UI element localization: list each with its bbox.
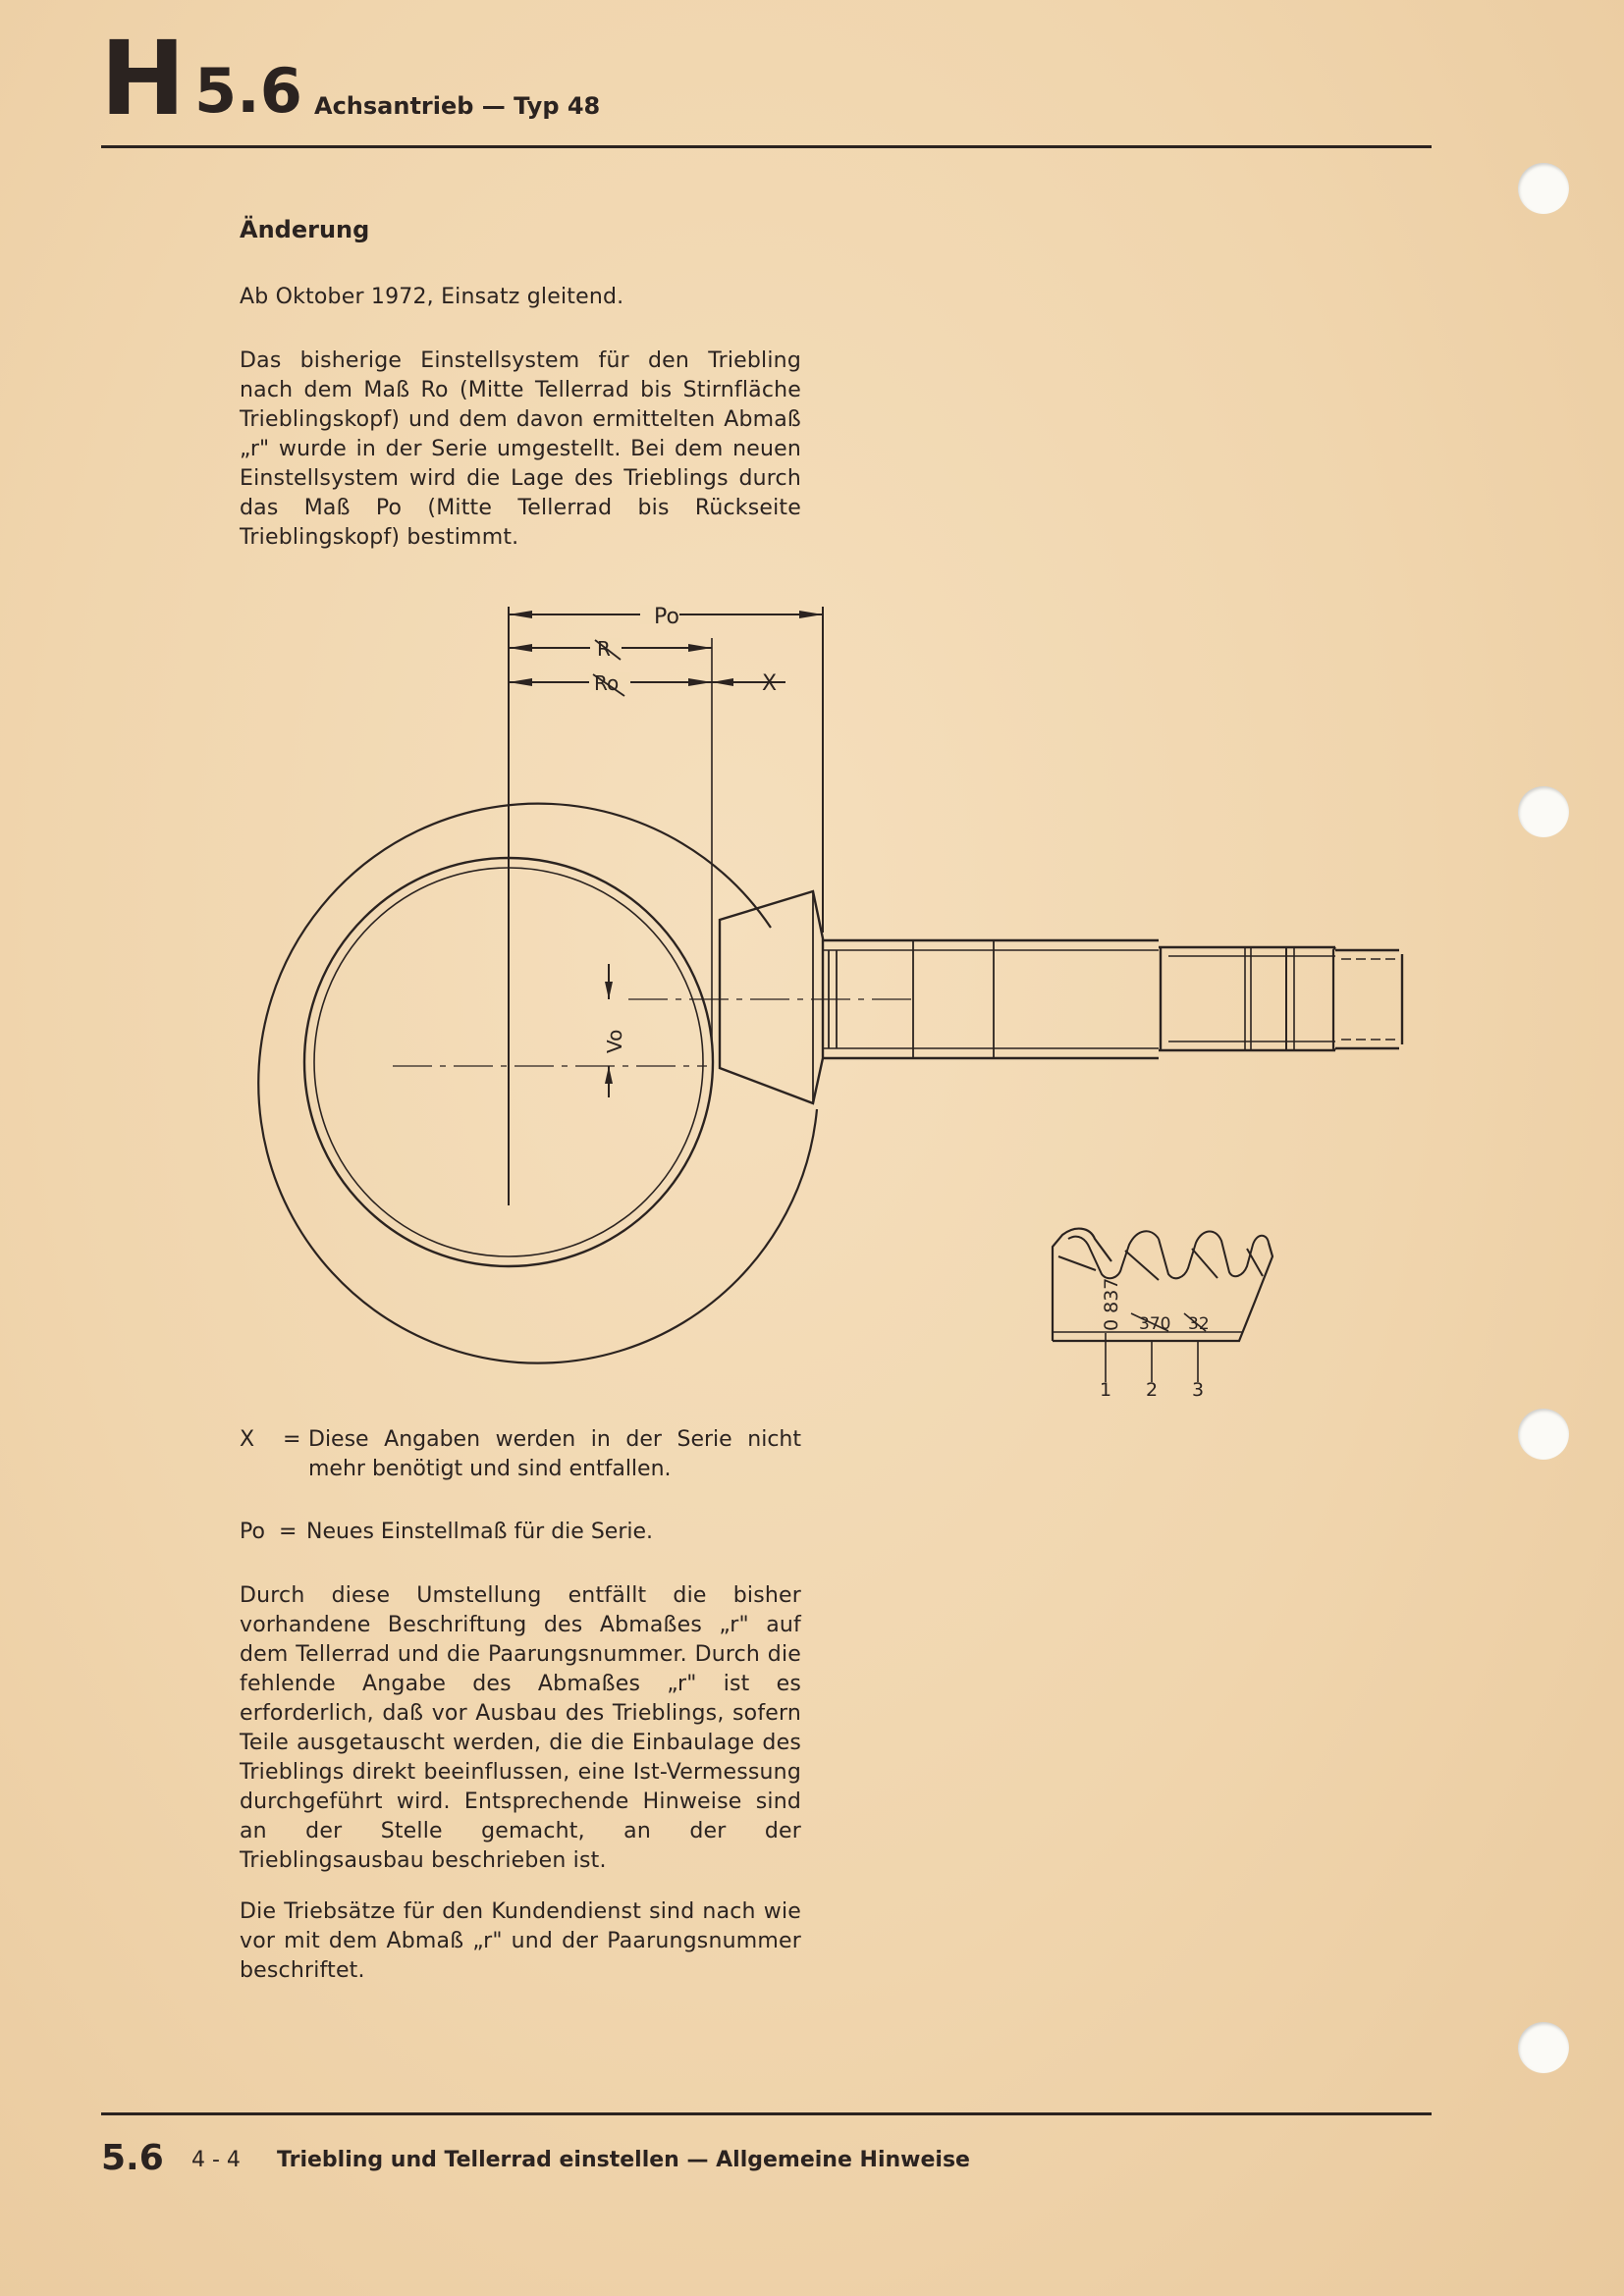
section-title: Änderung bbox=[240, 216, 370, 243]
dimension-lines bbox=[509, 607, 823, 1205]
dim-vo-label: Vo bbox=[603, 1029, 626, 1053]
dim-po-label: Po bbox=[654, 605, 679, 629]
gear-pair-number: 32 bbox=[1188, 1314, 1210, 1334]
paragraph-2: Durch diese Umstellung entfällt die bisher vorhandene Beschriftung des Abmaßes „r" auf dem Tellerrad und die Paarungsnummer. Durch die fehlende Angabe des Abmaßes „r" ist es erforderlich, daß vor Ausbau des Trieblings, sofern Teile ausgetauscht werden, die die Einbaulage des Trieblings direkt beeinflussen, eine Ist-Vermessung durchgeführt wird. Entsprechende Hinweise sind an der Stelle gemacht, an der der Trieblingsausbau beschrieben ist. bbox=[240, 1583, 801, 1873]
footer-page-number: 4 - 4 bbox=[191, 2148, 241, 2172]
definition-x-equals: = bbox=[283, 1427, 301, 1452]
definition-po-text: Neues Einstellmaß für die Serie. bbox=[306, 1520, 654, 1544]
gear-tooth-detail bbox=[1053, 1229, 1272, 1382]
definition-x bbox=[240, 1425, 801, 1486]
definition-po-equals: = bbox=[279, 1520, 298, 1544]
footer-title: Triebling und Tellerrad einstellen — Allgemeine Hinweise bbox=[277, 2148, 970, 2172]
pinion-shaft bbox=[628, 891, 1402, 1103]
footer-section-number: 5.6 bbox=[101, 2138, 164, 2178]
footer-rule bbox=[101, 2112, 1432, 2115]
callout-1: 1 bbox=[1100, 1379, 1112, 1401]
definition-x-key: X bbox=[240, 1427, 255, 1452]
dim-r-label: R bbox=[597, 637, 611, 661]
intro-date: Ab Oktober 1972, Einsatz gleitend. bbox=[240, 285, 624, 309]
callout-3: 3 bbox=[1192, 1379, 1205, 1401]
definition-po bbox=[240, 1518, 801, 1549]
gear-code-label: 0 837 bbox=[1101, 1277, 1122, 1331]
gear-r-value: 370 bbox=[1139, 1314, 1171, 1334]
header-title: Achsantrieb — Typ 48 bbox=[314, 92, 601, 120]
dim-ro-label: Ro bbox=[594, 671, 620, 695]
ring-gear bbox=[258, 804, 817, 1363]
dim-x-label: X bbox=[762, 671, 778, 696]
paragraph-3: Die Triebsätze für den Kundendienst sind nach wie vor mit dem Abmaß „r" und der Paarungsnummer beschriftet. bbox=[240, 1899, 801, 1983]
definition-x-text: Diese Angaben werden in der Serie nicht mehr benötigt und sind entfallen. bbox=[308, 1427, 801, 1481]
header-section-number: 5.6 bbox=[194, 55, 302, 127]
header-letter: H bbox=[100, 19, 185, 138]
paragraph-1: Das bisherige Einstellsystem für den Triebling nach dem Maß Ro (Mitte Tellerrad bis Stirnfläche Trieblingskopf) und dem davon ermittelten Abmaß „r" wurde in der Serie umgestellt. Bei dem neuen Einstellsystem wird die Lage des Trieblings durch das Maß Po (Mitte Tellerrad bis Rückseite Trieblingskopf) bestimmt. bbox=[240, 348, 801, 550]
callout-2: 2 bbox=[1146, 1379, 1159, 1401]
definition-po-key: Po bbox=[240, 1520, 265, 1544]
